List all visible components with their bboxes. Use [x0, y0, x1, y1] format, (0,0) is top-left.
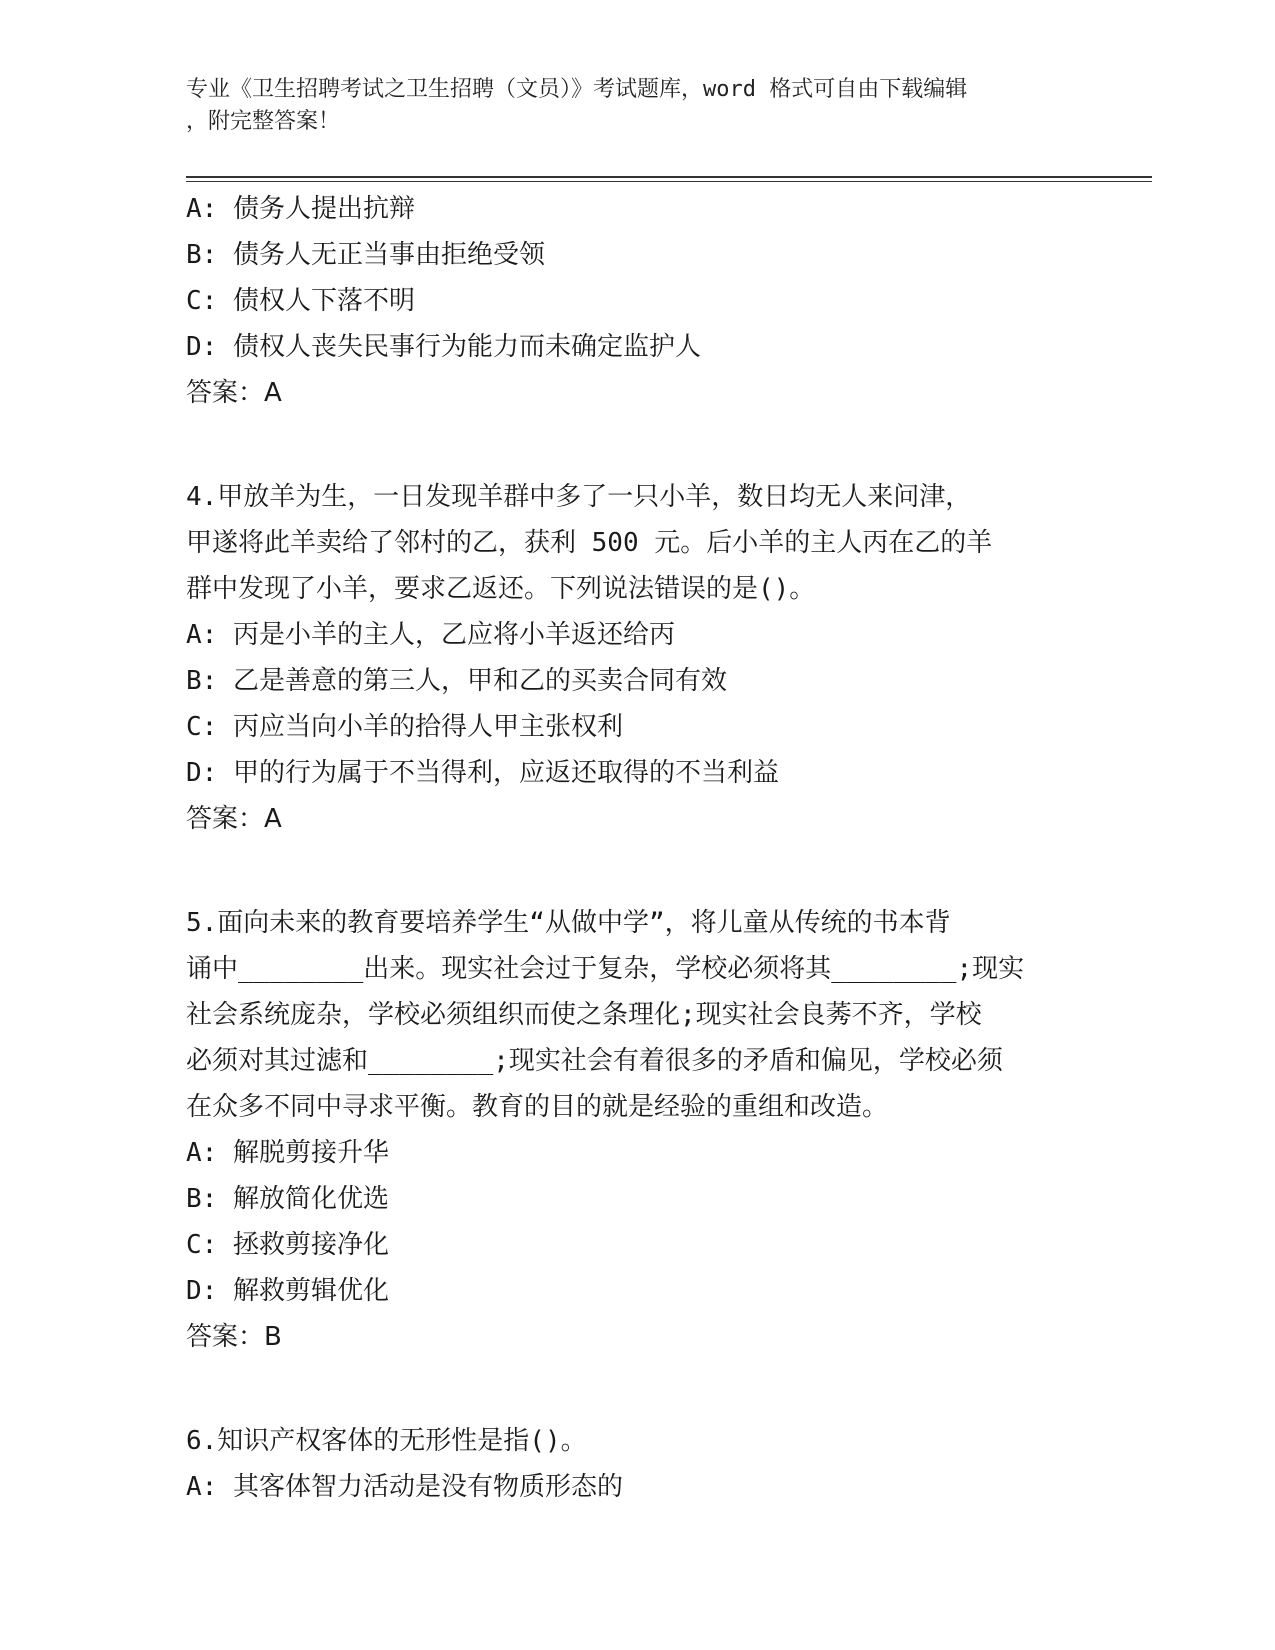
option-d: D: 甲的行为属于不当得利，应返还取得的不当利益	[186, 758, 779, 788]
question-stem-line: 6.知识产权客体的无形性是指()。	[186, 1426, 587, 1456]
option-a: A: 解脱剪接升华	[186, 1138, 389, 1168]
document-header	[186, 74, 1086, 138]
question-stem-line: 在众多不同中寻求平衡。教育的目的就是经验的重组和改造。	[186, 1092, 889, 1122]
question-stem-line: 5.面向未来的教育要培养学生“从做中学”，将儿童从传统的书本背	[186, 908, 951, 938]
question-stem-line: 诵中________出来。现实社会过于复杂，学校必须将其________;现实	[186, 954, 1025, 984]
answer-label: 答案：B	[186, 1322, 282, 1352]
question-stem-line: 社会系统庞杂，学校必须组织而使之条理化;现实社会良莠不齐，学校	[186, 1000, 982, 1030]
option-b: B: 乙是善意的第三人，甲和乙的买卖合同有效	[186, 666, 727, 696]
option-b: B: 解放简化优选	[186, 1184, 389, 1214]
answer-label: 答案：A	[186, 378, 282, 408]
question-3	[186, 186, 1086, 416]
question-stem-line: 群中发现了小羊，要求乙返还。下列说法错误的是()。	[186, 574, 816, 604]
question-stem-line: 4.甲放羊为生，一日发现羊群中多了一只小羊，数日均无人来问津，	[186, 482, 972, 512]
option-a: A: 债务人提出抗辩	[186, 194, 415, 224]
question-list	[186, 186, 1086, 1510]
option-d: D: 解救剪辑优化	[186, 1276, 389, 1306]
option-c: C: 债权人下落不明	[186, 286, 415, 316]
option-b: B: 债务人无正当事由拒绝受领	[186, 240, 545, 270]
option-d: D: 债权人丧失民事行为能力而未确定监护人	[186, 332, 701, 362]
question-4	[186, 474, 1086, 842]
option-a: A: 其客体智力活动是没有物质形态的	[186, 1472, 623, 1502]
option-c: C: 丙应当向小羊的拾得人甲主张权利	[186, 712, 623, 742]
header-line-1: 专业《卫生招聘考试之卫生招聘（文员）》考试题库，word 格式可自由下载编辑	[186, 77, 968, 102]
question-stem-line: 必须对其过滤和________;现实社会有着很多的矛盾和偏见，学校必须	[186, 1046, 1003, 1076]
question-stem-line: 甲遂将此羊卖给了邻村的乙，获利 500 元。后小羊的主人丙在乙的羊	[186, 528, 993, 558]
header-divider	[186, 176, 1152, 182]
header-line-2: ，附完整答案！	[186, 109, 341, 134]
question-5	[186, 900, 1086, 1360]
option-c: C: 拯救剪接净化	[186, 1230, 389, 1260]
option-a: A: 丙是小羊的主人，乙应将小羊返还给丙	[186, 620, 675, 650]
answer-label: 答案：A	[186, 804, 282, 834]
question-6	[186, 1418, 1086, 1510]
